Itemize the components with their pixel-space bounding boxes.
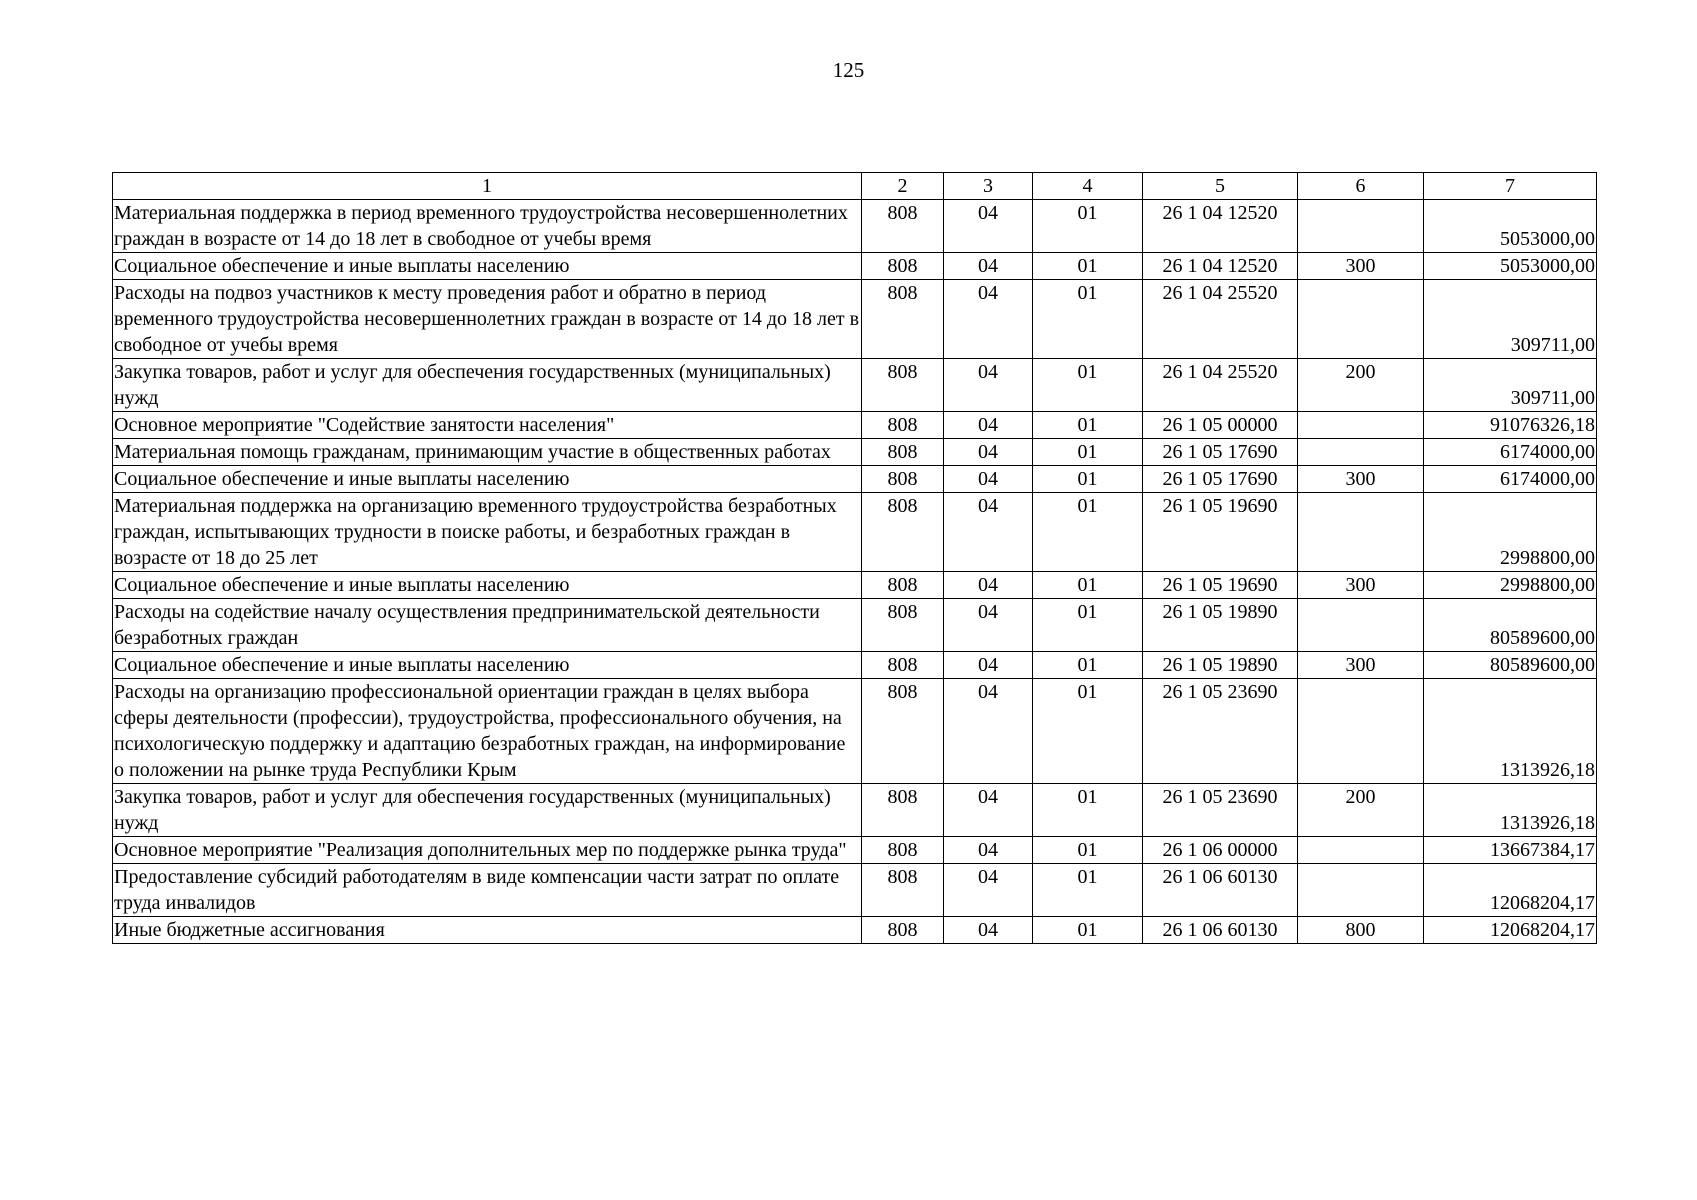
table-row xyxy=(113,412,1597,439)
row-code-2: 808 xyxy=(862,864,944,917)
table-row xyxy=(113,599,1597,652)
row-code-4: 01 xyxy=(1033,572,1143,599)
table-row xyxy=(113,864,1597,917)
row-sum: 309711,00 xyxy=(1424,280,1597,359)
row-code-5: 26 1 06 60130 xyxy=(1143,917,1298,944)
row-code-3: 04 xyxy=(944,784,1033,837)
table-row xyxy=(113,493,1597,572)
row-code-5: 26 1 05 23690 xyxy=(1143,784,1298,837)
row-name: Основное мероприятие "Содействие занятости населения" xyxy=(113,412,862,439)
row-code-3: 04 xyxy=(944,599,1033,652)
row-sum: 2998800,00 xyxy=(1424,493,1597,572)
row-code-5: 26 1 05 23690 xyxy=(1143,679,1298,784)
page-number: 125 xyxy=(832,58,865,82)
row-sum: 13667384,17 xyxy=(1424,837,1597,864)
row-code-3: 04 xyxy=(944,572,1033,599)
row-code-2: 808 xyxy=(862,493,944,572)
row-name: Основное мероприятие "Реализация дополнительных мер по поддержке рынка труда" xyxy=(113,837,862,864)
row-code-5: 26 1 04 25520 xyxy=(1143,280,1298,359)
row-code-6: 300 xyxy=(1298,652,1424,679)
row-code-2: 808 xyxy=(862,917,944,944)
row-code-4: 01 xyxy=(1033,652,1143,679)
header-cell-7: 7 xyxy=(1424,173,1597,200)
table-row xyxy=(113,572,1597,599)
row-code-3: 04 xyxy=(944,837,1033,864)
row-code-5: 26 1 05 19690 xyxy=(1143,493,1298,572)
row-sum: 6174000,00 xyxy=(1424,466,1597,493)
row-code-5: 26 1 05 19690 xyxy=(1143,572,1298,599)
row-name: Иные бюджетные ассигнования xyxy=(113,917,862,944)
row-code-4: 01 xyxy=(1033,280,1143,359)
table-row xyxy=(113,439,1597,466)
row-code-2: 808 xyxy=(862,280,944,359)
row-code-3: 04 xyxy=(944,493,1033,572)
row-code-6 xyxy=(1298,493,1424,572)
row-code-5: 26 1 04 12520 xyxy=(1143,253,1298,280)
row-name: Социальное обеспечение и иные выплаты населению xyxy=(113,652,862,679)
row-code-6 xyxy=(1298,412,1424,439)
row-code-6: 800 xyxy=(1298,917,1424,944)
row-sum: 1313926,18 xyxy=(1424,679,1597,784)
row-code-6 xyxy=(1298,679,1424,784)
row-name: Закупка товаров, работ и услуг для обеспечения государственных (муниципальных) нужд xyxy=(113,359,862,412)
row-code-2: 808 xyxy=(862,652,944,679)
row-code-6: 300 xyxy=(1298,572,1424,599)
table-row xyxy=(113,280,1597,359)
row-code-2: 808 xyxy=(862,679,944,784)
row-code-3: 04 xyxy=(944,652,1033,679)
row-sum: 91076326,18 xyxy=(1424,412,1597,439)
row-code-4: 01 xyxy=(1033,412,1143,439)
row-code-4: 01 xyxy=(1033,200,1143,253)
row-code-2: 808 xyxy=(862,200,944,253)
row-code-4: 01 xyxy=(1033,359,1143,412)
row-sum: 309711,00 xyxy=(1424,359,1597,412)
row-sum: 12068204,17 xyxy=(1424,864,1597,917)
header-cell-5: 5 xyxy=(1143,173,1298,200)
header-cell-1: 1 xyxy=(113,173,862,200)
row-code-6 xyxy=(1298,280,1424,359)
table-row xyxy=(113,652,1597,679)
row-code-2: 808 xyxy=(862,572,944,599)
table-row xyxy=(113,679,1597,784)
row-name: Социальное обеспечение и иные выплаты населению xyxy=(113,572,862,599)
table-row xyxy=(113,837,1597,864)
row-code-2: 808 xyxy=(862,439,944,466)
row-sum: 5053000,00 xyxy=(1424,200,1597,253)
header-cell-6: 6 xyxy=(1298,173,1424,200)
row-code-5: 26 1 05 00000 xyxy=(1143,412,1298,439)
row-code-3: 04 xyxy=(944,359,1033,412)
row-sum: 12068204,17 xyxy=(1424,917,1597,944)
row-name: Материальная поддержка на организацию временного трудоустройства безработных граждан, испытывающих трудности в поиске работы, и безработных граждан в возрасте от 18 до 25 лет xyxy=(113,493,862,572)
header-row xyxy=(113,173,1597,200)
header-cell-2: 2 xyxy=(862,173,944,200)
row-name: Материальная помощь гражданам, принимающим участие в общественных работах xyxy=(113,439,862,466)
row-code-5: 26 1 04 12520 xyxy=(1143,200,1298,253)
row-code-2: 808 xyxy=(862,253,944,280)
row-code-4: 01 xyxy=(1033,466,1143,493)
table-row xyxy=(113,359,1597,412)
row-code-4: 01 xyxy=(1033,864,1143,917)
row-code-3: 04 xyxy=(944,466,1033,493)
row-code-3: 04 xyxy=(944,439,1033,466)
row-code-4: 01 xyxy=(1033,493,1143,572)
row-code-6 xyxy=(1298,439,1424,466)
row-code-4: 01 xyxy=(1033,599,1143,652)
budget-table xyxy=(112,172,1597,944)
row-code-6 xyxy=(1298,599,1424,652)
table-row xyxy=(113,200,1597,253)
row-code-3: 04 xyxy=(944,679,1033,784)
row-code-3: 04 xyxy=(944,412,1033,439)
row-sum: 2998800,00 xyxy=(1424,572,1597,599)
row-code-4: 01 xyxy=(1033,917,1143,944)
row-code-5: 26 1 05 19890 xyxy=(1143,599,1298,652)
row-code-6: 200 xyxy=(1298,784,1424,837)
row-code-4: 01 xyxy=(1033,679,1143,784)
row-name: Предоставление субсидий работодателям в виде компенсации части затрат по оплате труда инвалидов xyxy=(113,864,862,917)
row-code-6: 300 xyxy=(1298,466,1424,493)
table-row xyxy=(113,784,1597,837)
row-name: Закупка товаров, работ и услуг для обеспечения государственных (муниципальных) нужд xyxy=(113,784,862,837)
row-code-6 xyxy=(1298,837,1424,864)
row-sum: 5053000,00 xyxy=(1424,253,1597,280)
row-code-3: 04 xyxy=(944,253,1033,280)
header-cell-3: 3 xyxy=(944,173,1033,200)
row-code-5: 26 1 06 00000 xyxy=(1143,837,1298,864)
row-sum: 80589600,00 xyxy=(1424,652,1597,679)
table-row xyxy=(113,253,1597,280)
row-code-4: 01 xyxy=(1033,253,1143,280)
row-code-3: 04 xyxy=(944,917,1033,944)
row-code-2: 808 xyxy=(862,599,944,652)
row-code-5: 26 1 06 60130 xyxy=(1143,864,1298,917)
row-code-4: 01 xyxy=(1033,439,1143,466)
row-code-2: 808 xyxy=(862,837,944,864)
row-code-3: 04 xyxy=(944,200,1033,253)
table-row xyxy=(113,466,1597,493)
row-code-6 xyxy=(1298,200,1424,253)
row-code-2: 808 xyxy=(862,784,944,837)
row-name: Социальное обеспечение и иные выплаты населению xyxy=(113,253,862,280)
row-sum: 80589600,00 xyxy=(1424,599,1597,652)
row-code-6: 200 xyxy=(1298,359,1424,412)
row-code-3: 04 xyxy=(944,864,1033,917)
row-name: Социальное обеспечение и иные выплаты населению xyxy=(113,466,862,493)
row-code-5: 26 1 05 17690 xyxy=(1143,466,1298,493)
row-name: Материальная поддержка в период временного трудоустройства несовершеннолетних граждан в возрасте от 14 до 18 лет в свободное от учебы время xyxy=(113,200,862,253)
row-code-5: 26 1 05 19890 xyxy=(1143,652,1298,679)
row-code-6: 300 xyxy=(1298,253,1424,280)
row-code-6 xyxy=(1298,864,1424,917)
row-code-2: 808 xyxy=(862,466,944,493)
row-code-2: 808 xyxy=(862,412,944,439)
row-name: Расходы на содействие началу осуществления предпринимательской деятельности безработных граждан xyxy=(113,599,862,652)
row-code-5: 26 1 05 17690 xyxy=(1143,439,1298,466)
row-code-5: 26 1 04 25520 xyxy=(1143,359,1298,412)
row-sum: 6174000,00 xyxy=(1424,439,1597,466)
row-sum: 1313926,18 xyxy=(1424,784,1597,837)
row-code-4: 01 xyxy=(1033,837,1143,864)
table-row xyxy=(113,917,1597,944)
row-code-3: 04 xyxy=(944,280,1033,359)
row-code-2: 808 xyxy=(862,359,944,412)
row-name: Расходы на организацию профессиональной ориентации граждан в целях выбора сферы деятельности (профессии), трудоустройства, профессионального обучения, на психологическую поддержку и адаптацию безработных граждан, на информирование о положении на рынке труда Республики Крым xyxy=(113,679,862,784)
row-name: Расходы на подвоз участников к месту проведения работ и обратно в период временного трудоустройства несовершеннолетних граждан в возрасте от 14 до 18 лет в свободное от учебы время xyxy=(113,280,862,359)
row-code-4: 01 xyxy=(1033,784,1143,837)
header-cell-4: 4 xyxy=(1033,173,1143,200)
